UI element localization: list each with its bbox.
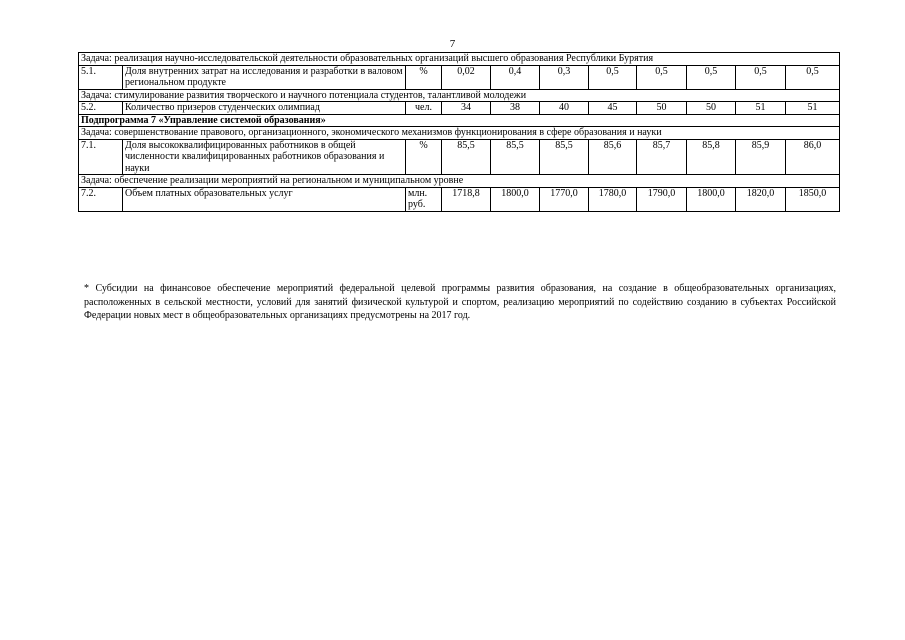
row-number: 7.1. [79,139,123,175]
value-cell: 0,5 [637,65,687,89]
value-cell: 0,3 [540,65,589,89]
row-number: 7.2. [79,187,123,211]
table-row [79,102,840,115]
task-cell: Задача: стимулирование развития творческого и научного потенциала студентов, талантливой молодежи [79,89,840,102]
unit-cell: % [406,65,442,89]
indicators-table [78,52,840,212]
unit-cell: млн. руб. [406,187,442,211]
indicator-name: Количество призеров студенческих олимпиад [123,102,406,115]
value-cell: 85,6 [589,139,637,175]
value-cell: 85,5 [491,139,540,175]
subprogram-title: Подпрограмма 7 «Управление системой образования» [79,114,840,127]
task-row [79,89,840,102]
indicator-name: Доля внутренних затрат на исследования и разработки в валовом региональном продукте [123,65,406,89]
table-row [79,139,840,175]
task-row [79,127,840,140]
value-cell: 34 [442,102,491,115]
task-cell: Задача: совершенствование правового, организационного, экономического механизмов функционирования в сфере образования и науки [79,127,840,140]
value-cell: 1780,0 [589,187,637,211]
value-cell: 1718,8 [442,187,491,211]
subprogram-row [79,114,840,127]
value-cell: 50 [637,102,687,115]
value-cell: 86,0 [786,139,840,175]
task-cell: Задача: реализация научно-исследовательской деятельности образовательных организаций высшего образования Республики Бурятия [79,53,840,66]
value-cell: 1850,0 [786,187,840,211]
indicator-name: Доля высококвалифицированных работников в общей численности квалифицированных работников образования и науки [123,139,406,175]
row-number: 5.2. [79,102,123,115]
value-cell: 1800,0 [491,187,540,211]
value-cell: 0,5 [589,65,637,89]
value-cell: 0,02 [442,65,491,89]
indicator-name: Объем платных образовательных услуг [123,187,406,211]
page-number: 7 [449,38,456,50]
value-cell: 0,4 [491,65,540,89]
value-cell: 1790,0 [637,187,687,211]
unit-cell: чел. [406,102,442,115]
value-cell: 0,5 [687,65,736,89]
footnote: * Субсидии на финансовое обеспечение мероприятий федеральной целевой программы развития образования, на создание в общеобразовательных организациях, расположенных в сельской местности, условий для занятий физической культурой и спортом, реализацию мероприятий по содействию созданию в субъектах Российской Федерации новых мест в общеобразовательных организациях предусмотрены на 2017 год. [84,283,836,321]
value-cell: 85,9 [736,139,786,175]
value-cell: 85,5 [442,139,491,175]
value-cell: 85,5 [540,139,589,175]
task-row [79,175,840,188]
value-cell: 45 [589,102,637,115]
task-row [79,53,840,66]
value-cell: 85,8 [687,139,736,175]
value-cell: 0,5 [736,65,786,89]
task-cell: Задача: обеспечение реализации мероприятий на региональном и муниципальном уровне [79,175,840,188]
value-cell: 1800,0 [687,187,736,211]
value-cell: 50 [687,102,736,115]
value-cell: 1820,0 [736,187,786,211]
row-number: 5.1. [79,65,123,89]
unit-cell: % [406,139,442,175]
value-cell: 38 [491,102,540,115]
table-row [79,65,840,89]
value-cell: 0,5 [786,65,840,89]
value-cell: 51 [786,102,840,115]
table-row [79,187,840,211]
value-cell: 85,7 [637,139,687,175]
value-cell: 1770,0 [540,187,589,211]
value-cell: 51 [736,102,786,115]
value-cell: 40 [540,102,589,115]
